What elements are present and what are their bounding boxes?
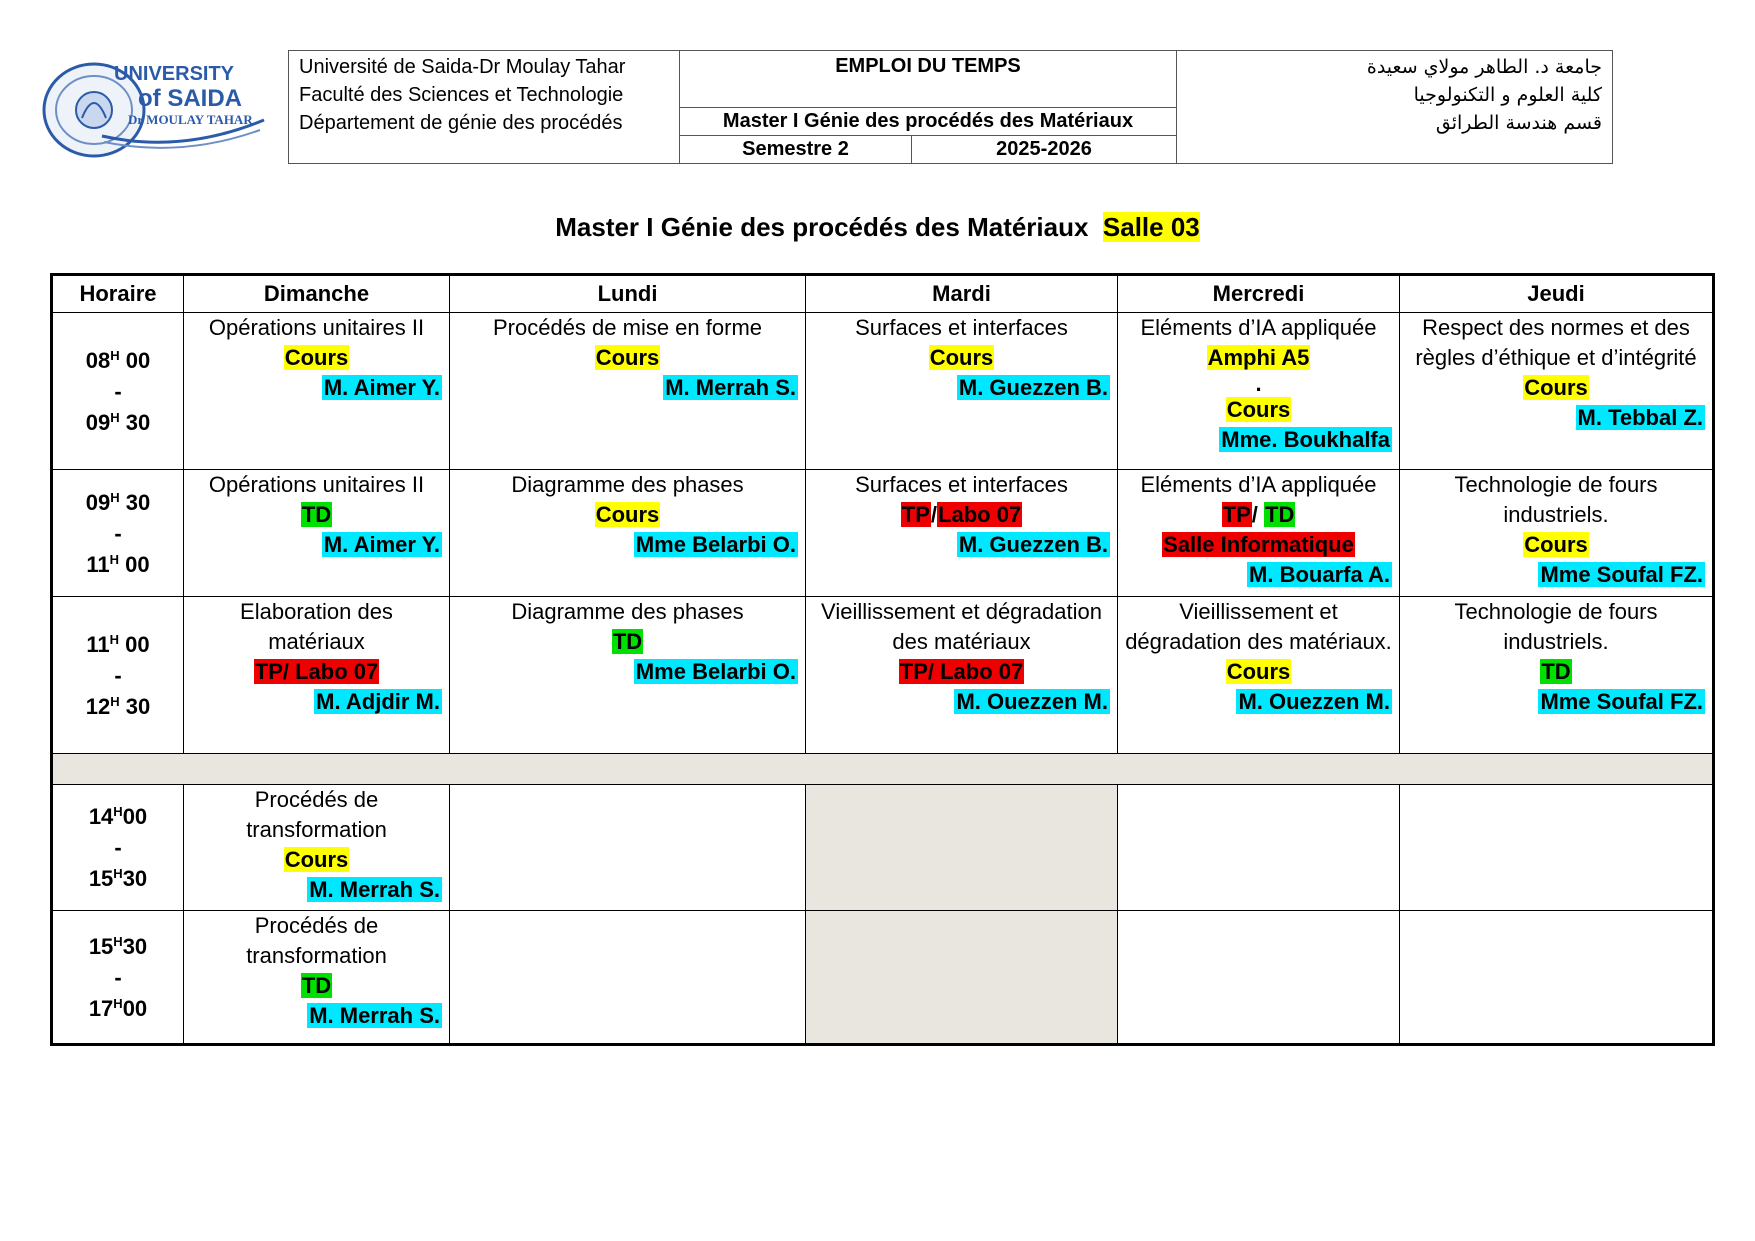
university-name: Université de Saida-Dr Moulay Tahar [299, 56, 626, 78]
university-seal-icon [42, 58, 267, 160]
teacher-name: M. Ouezzen M. [956, 689, 1108, 714]
course-cell [450, 313, 806, 470]
session-type: TP/ Labo 07 [899, 659, 1024, 684]
empty-cell [1400, 785, 1714, 911]
col-header-mercredi: Mercredi [1118, 275, 1400, 313]
col-header-dimanche: Dimanche [184, 275, 450, 313]
session-type: TP [901, 502, 930, 527]
teacher-name: M. Guezzen B. [958, 532, 1108, 557]
course-cell [184, 313, 450, 470]
teacher-name: Mme Belarbi O. [635, 532, 796, 557]
course-subject: Respect des normes et des règles d’éthique et d’intégrité [1415, 315, 1697, 370]
course-subject: Vieillissement et dégradation des matériaux [821, 599, 1102, 654]
teacher-name: Mme Soufal FZ. [1540, 689, 1703, 714]
session-type: Cours [284, 847, 349, 872]
lab-label: Labo 07 [938, 502, 1022, 527]
university-name-ar: جامعة د. الطاهر مولاي سعيدة [1366, 56, 1602, 78]
course-subject: Elaboration des matériaux [240, 599, 393, 654]
col-header-lundi: Lundi [450, 275, 806, 313]
session-type: Cours [595, 502, 660, 527]
logo-line3: Dr MOULAY TAHAR [128, 112, 253, 127]
course-cell [1118, 470, 1400, 597]
break-row [52, 754, 1714, 785]
timetable-row [52, 911, 1714, 1045]
logo-line1: UNIVERSITY [114, 63, 235, 85]
course-cell [1400, 597, 1714, 754]
course-subject: Opérations unitaires II [208, 315, 425, 340]
teacher-name: Mme. Boukhalfa [1221, 427, 1390, 452]
session-type-tp: TP [1222, 502, 1251, 527]
course-subject: Diagramme des phases [511, 599, 744, 624]
time-slot: $14^H00$ - $15^H30$ [52, 785, 184, 911]
header-table [288, 50, 1613, 164]
teacher-name: M. Aimer Y. [323, 375, 440, 400]
session-type: TD [301, 502, 332, 527]
empty-cell [1400, 911, 1714, 1045]
empty-cell [806, 785, 1118, 911]
course-cell [806, 597, 1118, 754]
course-cell [1118, 313, 1400, 470]
session-type: Cours [1524, 532, 1588, 557]
institution-info [289, 51, 680, 164]
course-subject: Technologie de fours industriels. [1454, 472, 1658, 527]
timetable-row [52, 597, 1714, 754]
department-name-ar: قسم هندسة الطرائق [1435, 112, 1602, 134]
session-type: TD [301, 973, 332, 998]
teacher-name: M. Guezzen B. [958, 375, 1108, 400]
col-header-mardi: Mardi [806, 275, 1118, 313]
teacher-name: M. Adjdir M. [316, 689, 440, 714]
course-cell [450, 470, 806, 597]
course-subject: Eléments d’IA appliquée [1140, 472, 1377, 497]
col-header-jeudi: Jeudi [1400, 275, 1714, 313]
room-badge: Salle 03 [1102, 212, 1200, 242]
faculty-name: Faculté des Sciences et Technologie [299, 84, 624, 106]
empty-cell [450, 785, 806, 911]
teacher-name: M. Merrah S. [665, 375, 796, 400]
course-cell [450, 597, 806, 754]
teacher-name: Mme Soufal FZ. [1540, 562, 1703, 587]
room-label: Amphi A5 [1207, 345, 1310, 370]
course-cell [184, 911, 450, 1045]
time-slot: $11^H$ 00 - $12^H$ 30 [52, 597, 184, 754]
teacher-name: Mme Belarbi O. [635, 659, 796, 684]
course-subject: Diagramme des phases [511, 472, 744, 497]
course-subject: Surfaces et interfaces [855, 472, 1068, 497]
time-slot: $09^H$ 30 - $11^H$ 00 [52, 470, 184, 597]
session-type: Cours [1226, 659, 1291, 684]
session-type: TP/ Labo 07 [254, 659, 379, 684]
empty-cell [1118, 785, 1400, 911]
course-subject: Eléments d’IA appliquée [1140, 315, 1377, 340]
session-type: Cours [929, 345, 994, 370]
page-title [0, 212, 1755, 243]
separator-dot: . [1255, 371, 1262, 396]
logo-line2: of SAIDA [138, 85, 242, 112]
teacher-name: M. Merrah S. [309, 877, 440, 902]
session-type: Cours [595, 345, 660, 370]
session-separator: / [1251, 502, 1265, 527]
lunch-break [52, 754, 1714, 785]
course-cell [184, 597, 450, 754]
time-slot: $08^H$ 00 - $09^H$ 30 [52, 313, 184, 470]
timetable-row [52, 785, 1714, 911]
program-name: Master I Génie des procédés des Matériaux [680, 108, 1177, 136]
session-type: Cours [1226, 397, 1291, 422]
teacher-name: M. Merrah S. [309, 1003, 440, 1028]
timetable-header-row [52, 275, 1714, 313]
teacher-name: M. Aimer Y. [323, 532, 440, 557]
session-type: TD [1541, 659, 1571, 684]
session-type: Cours [1524, 375, 1588, 400]
session-type: TD [612, 629, 643, 654]
course-subject: Surfaces et interfaces [855, 315, 1068, 340]
timetable-row [52, 470, 1714, 597]
empty-cell [450, 911, 806, 1045]
course-cell [1400, 313, 1714, 470]
teacher-name: M. Bouarfa A. [1249, 562, 1390, 587]
department-name: Département de génie des procédés [299, 112, 623, 134]
course-cell [184, 785, 450, 911]
time-slot: $15^H30$ - $17^H00$ [52, 911, 184, 1045]
academic-year: 2025-2026 [912, 136, 1177, 164]
room-label: Salle Informatique [1163, 532, 1354, 557]
university-logo [42, 58, 267, 160]
course-subject: Procédés de mise en forme [492, 315, 763, 340]
timetable-row [52, 313, 1714, 470]
course-subject: Procédés de transformation [246, 913, 387, 968]
course-cell [806, 313, 1118, 470]
course-cell [1400, 470, 1714, 597]
schedule-title: EMPLOI DU TEMPS [680, 51, 1177, 108]
timetable [50, 273, 1715, 1046]
course-cell [806, 470, 1118, 597]
col-header-horaire: Horaire [52, 275, 184, 313]
course-subject: Technologie de fours industriels. [1454, 599, 1658, 654]
session-type: Cours [284, 345, 349, 370]
institution-info-arabic [1177, 51, 1613, 164]
faculty-name-ar: كلية العلوم و التكنولوجيا [1413, 84, 1602, 106]
semester-label: Semestre 2 [680, 136, 912, 164]
session-type-td: TD [1265, 502, 1295, 527]
teacher-name: M. Tebbal Z. [1577, 405, 1703, 430]
course-subject: Procédés de transformation [246, 787, 387, 842]
page-title-text: Master I Génie des procédés des Matériaux [555, 212, 1089, 242]
teacher-name: M. Ouezzen M. [1238, 689, 1390, 714]
session-separator: / [930, 502, 938, 527]
course-subject: Opérations unitaires II [208, 472, 425, 497]
course-subject: Vieillissement et dégradation des matériaux. [1125, 599, 1392, 654]
empty-cell [1118, 911, 1400, 1045]
empty-cell [806, 911, 1118, 1045]
course-cell [184, 470, 450, 597]
course-cell [1118, 597, 1400, 754]
